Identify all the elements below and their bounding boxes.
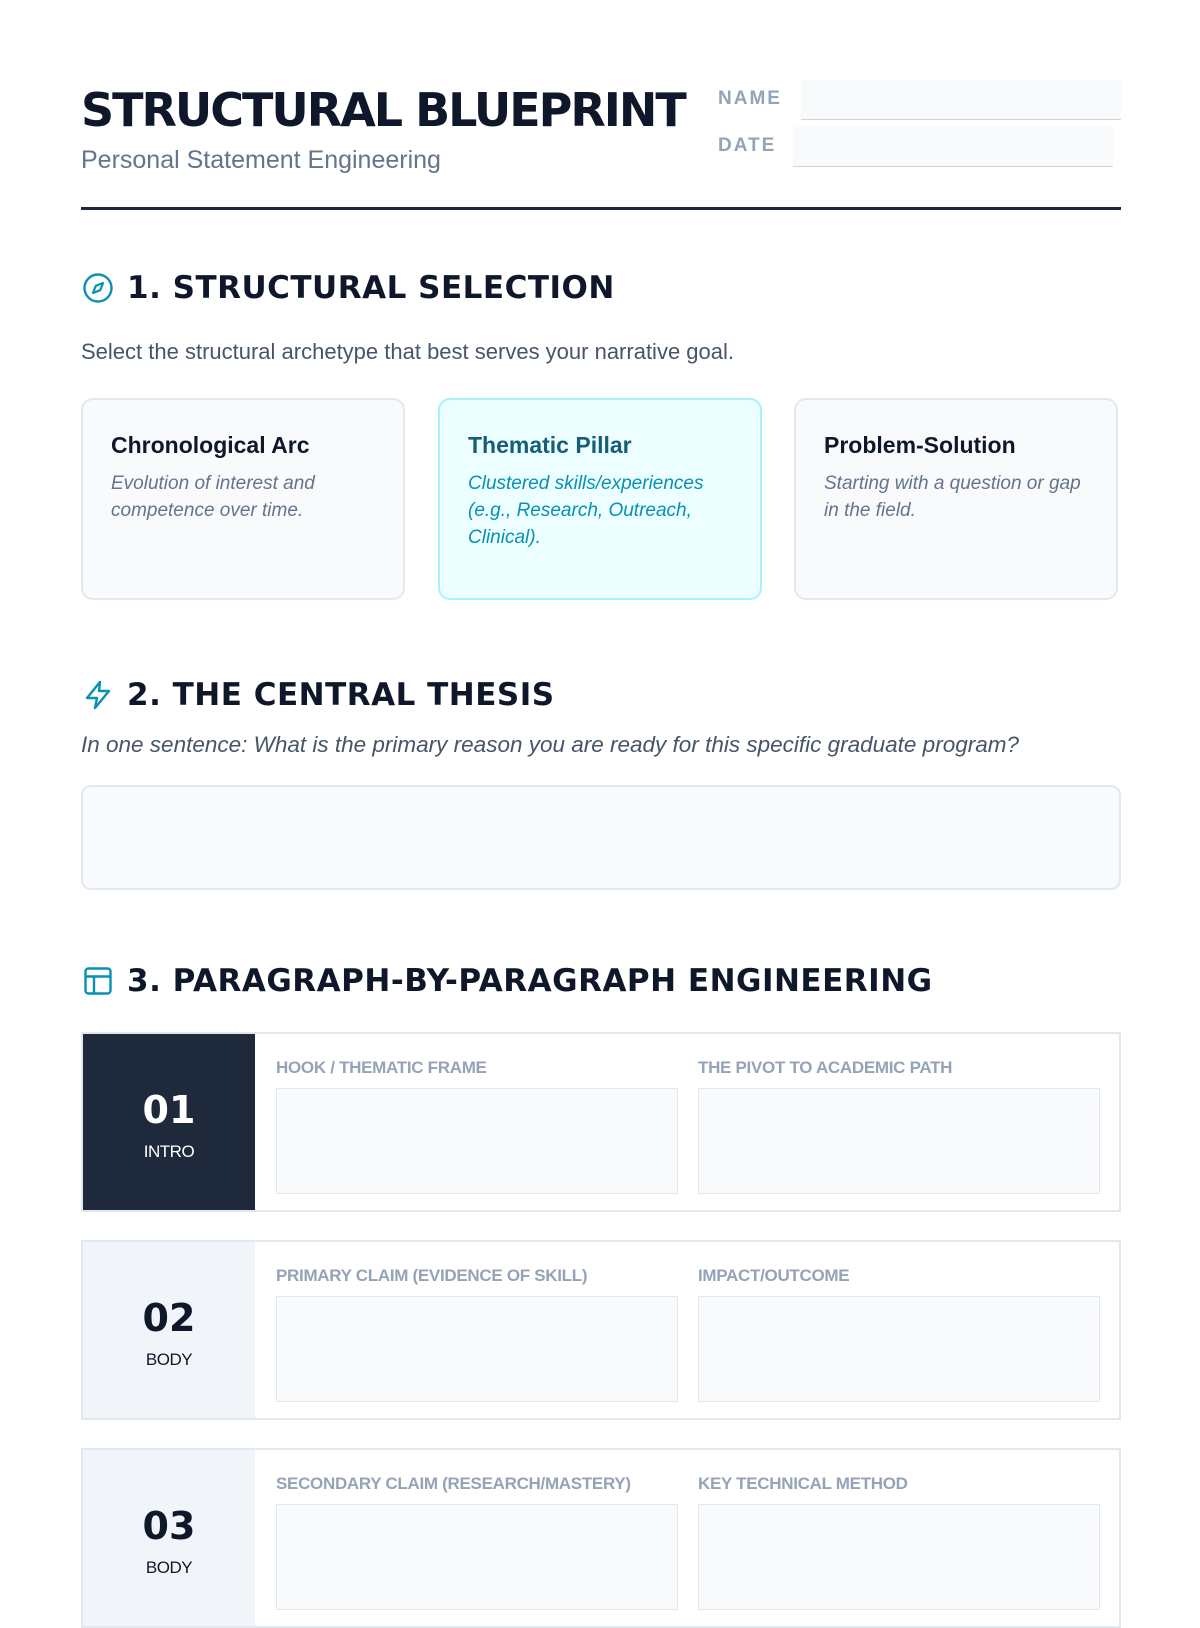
paragraph-number-block <box>83 1034 255 1210</box>
right-column-label: THE PIVOT TO ACADEMIC PATH <box>698 1058 953 1077</box>
layout-icon <box>81 964 115 998</box>
card-description: Starting with a question or gap in the field. <box>824 473 1081 521</box>
date-field[interactable] <box>793 127 1113 167</box>
right-column-input[interactable] <box>698 1296 1100 1402</box>
paragraph-number-block <box>83 1242 255 1418</box>
document-subtitle: Personal Statement Engineering <box>81 146 441 174</box>
section-title: 3. PARAGRAPH-BY-PARAGRAPH ENGINEERING <box>127 963 933 999</box>
right-column-input[interactable] <box>698 1088 1100 1194</box>
section-description: Select the structural archetype that best serves your narrative goal. <box>81 339 734 364</box>
right-column-label: KEY TECHNICAL METHOD <box>698 1474 908 1493</box>
paragraph-number: 01 <box>142 1088 196 1132</box>
right-column-label: IMPACT/OUTCOME <box>698 1266 850 1285</box>
section-title: 2. THE CENTRAL THESIS <box>127 677 555 713</box>
lightning-icon <box>81 678 115 712</box>
name-field[interactable] <box>801 80 1121 120</box>
archetype-card-chronological-arc[interactable] <box>81 398 405 600</box>
card-description: Clustered skills/experiences (e.g., Research, Outreach, Clinical). <box>468 473 704 548</box>
section-central-thesis-heading <box>81 675 555 715</box>
header-divider <box>81 207 1121 210</box>
paragraph-kind: INTRO <box>143 1142 195 1161</box>
paragraph-kind: BODY <box>145 1558 193 1577</box>
thesis-prompt: In one sentence: What is the primary reason you are ready for this specific graduate program? <box>81 732 1019 757</box>
card-title: Chronological Arc <box>111 432 310 458</box>
paragraph-number: 03 <box>142 1504 196 1548</box>
paragraph-row-02 <box>81 1240 1121 1420</box>
section-paragraph-engineering-heading <box>81 961 933 1001</box>
paragraph-row-01 <box>81 1032 1121 1212</box>
section-structural-selection-heading <box>81 268 615 308</box>
paragraph-row-03 <box>81 1448 1121 1628</box>
archetype-card-problem-solution[interactable] <box>794 398 1118 600</box>
section-title: 1. STRUCTURAL SELECTION <box>127 270 615 306</box>
left-column-input[interactable] <box>276 1504 678 1610</box>
right-column-input[interactable] <box>698 1504 1100 1610</box>
thesis-input[interactable] <box>81 785 1121 890</box>
compass-icon <box>81 271 115 305</box>
name-label: NAME <box>718 88 782 109</box>
document-title: STRUCTURAL BLUEPRINT <box>81 83 685 137</box>
card-description: Evolution of interest and competence over time. <box>111 473 315 521</box>
paragraph-number: 02 <box>142 1296 196 1340</box>
worksheet-page <box>81 0 1121 1600</box>
left-column-label: HOOK / THEMATIC FRAME <box>276 1058 487 1077</box>
left-column-input[interactable] <box>276 1296 678 1402</box>
archetype-card-thematic-pillar[interactable] <box>438 398 762 600</box>
left-column-label: SECONDARY CLAIM (RESEARCH/MASTERY) <box>276 1474 631 1493</box>
card-title: Problem-Solution <box>824 432 1016 458</box>
paragraph-kind: BODY <box>145 1350 193 1369</box>
left-column-input[interactable] <box>276 1088 678 1194</box>
card-title: Thematic Pillar <box>468 432 632 458</box>
date-label: DATE <box>718 135 777 156</box>
left-column-label: PRIMARY CLAIM (EVIDENCE OF SKILL) <box>276 1266 588 1285</box>
